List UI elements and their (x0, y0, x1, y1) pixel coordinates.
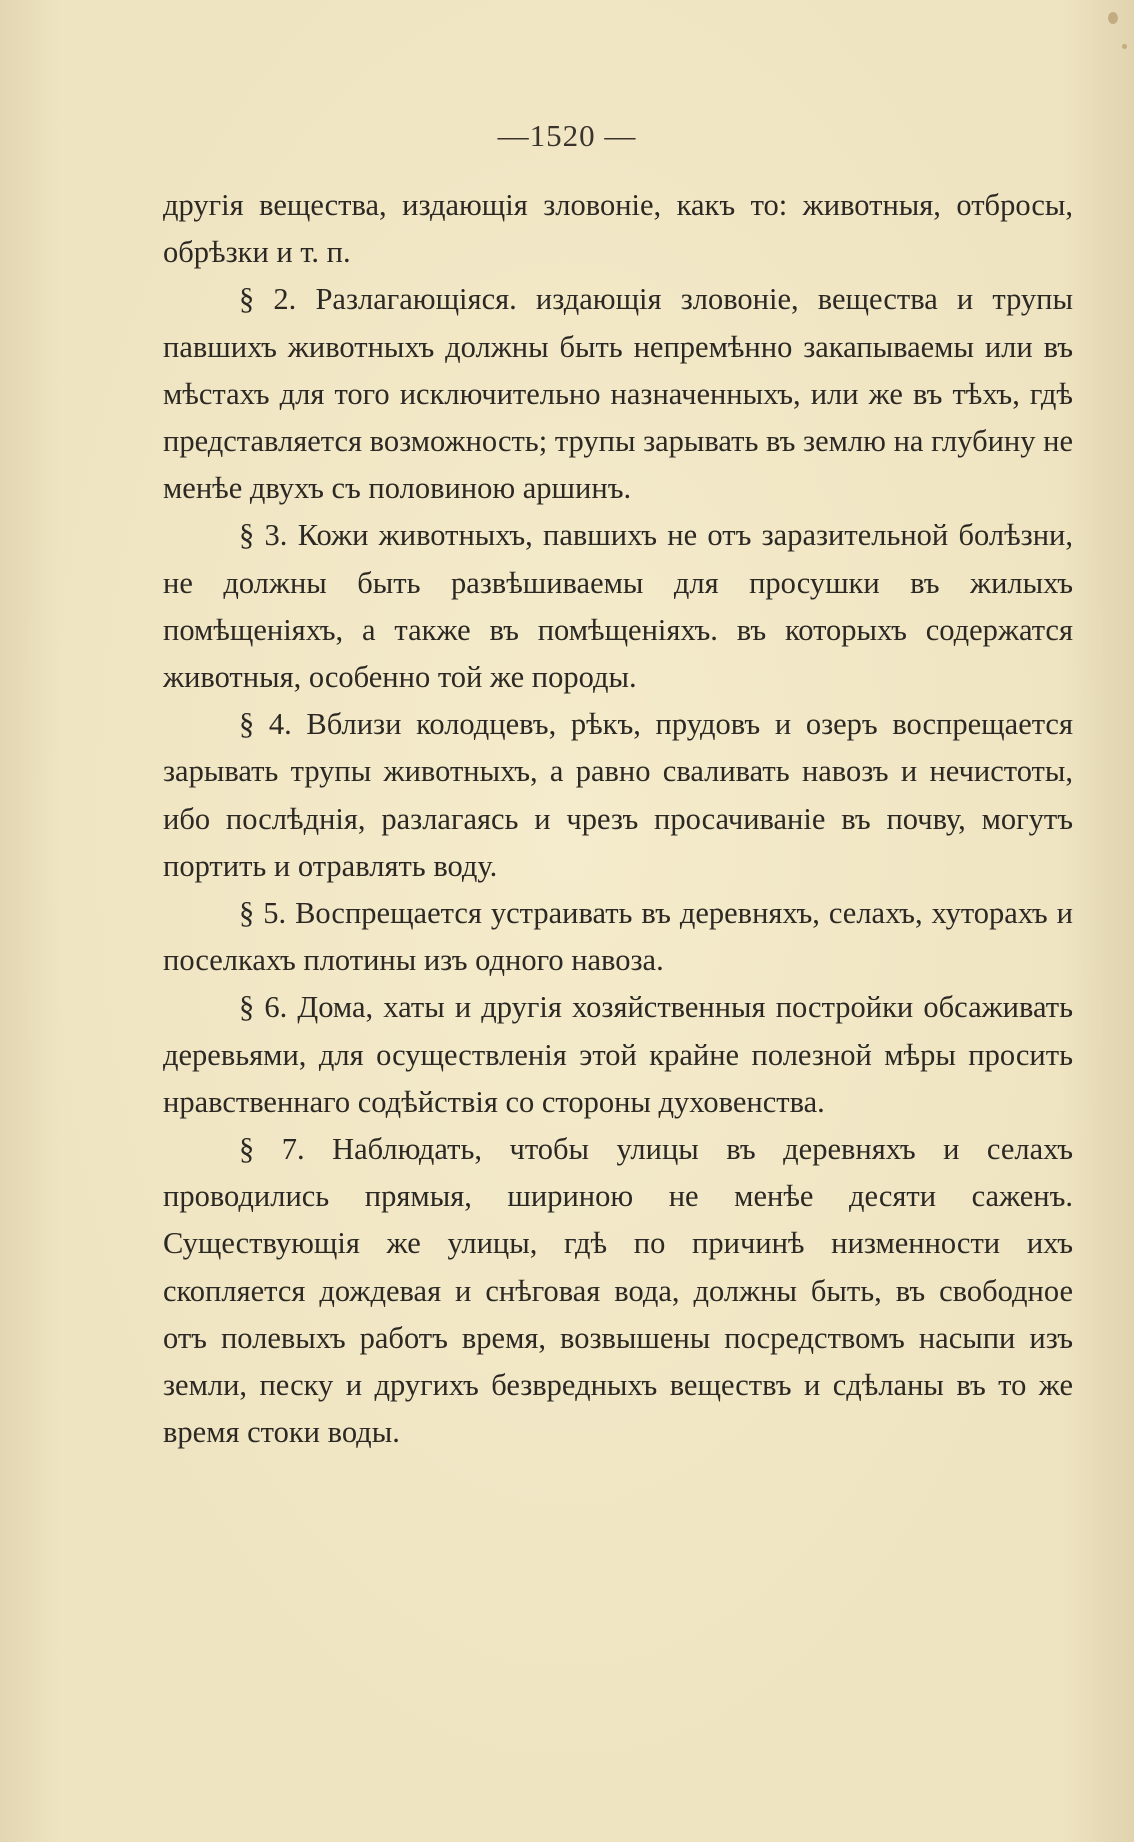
paragraph-section-7: § 7. Наблюдать, чтобы улицы въ деревняхъ и селахъ проводились прямыя, шириною не менѣе десяти саженъ. Существующія же улицы, гдѣ по причинѣ низменности ихъ скопляется дождевая и снѣговая вода, должны быть, въ свободное отъ полевыхъ работъ время, возвышены посредствомъ насыпи изъ земли, песку и другихъ безвредныхъ веществъ и сдѣланы въ то же время стоки воды. (163, 1132, 1073, 1450)
paragraph-section-3: § 3. Кожи животныхъ, павшихъ не отъ заразительной болѣзни, не должны быть развѣшиваемы для просушки въ жилыхъ помѣщеніяхъ, а также въ помѣщеніяхъ. въ которыхъ содержатся животныя, особенно той же породы. (163, 518, 1073, 695)
page-number: —1520 — (497, 118, 637, 153)
paragraph-section-2: § 2. Разлагающіяся. издающія зловоніе, вещества и трупы павшихъ животныхъ должны быть непремѣнно закапываемы или въ мѣстахъ для того исключительно назначенныхъ, или же въ тѣхъ, гдѣ представляется возможность; трупы зарывать въ землю на глубину не менѣе двухъ съ половиною аршинъ. (163, 282, 1073, 506)
paper-stain (1122, 44, 1127, 49)
paragraph-section-6: § 6. Дома, хаты и другія хозяйственныя постройки обсаживать деревьями, для осуществленія этой крайне полезной мѣры просить нравственнаго содѣйствія со стороны духовенства. (163, 990, 1073, 1119)
paper-stain (1108, 12, 1118, 24)
body-text (163, 182, 1073, 1456)
paragraph-continuation: другія вещества, издающія зловоніе, какъ то: животныя, отбросы, обрѣзки и т. п. (163, 188, 1073, 270)
paragraph-section-4: § 4. Вблизи колодцевъ, рѣкъ, прудовъ и озеръ воспрещается зарывать трупы животныхъ, а равно сваливать навозъ и нечистоты, ибо послѣднія, разлагаясь и чрезъ просачиваніе въ почву, могутъ портить и отравлять воду. (163, 707, 1073, 883)
paragraph-section-5: § 5. Воспрещается устраивать въ деревняхъ, селахъ, хуторахъ и поселкахъ плотины изъ одного навоза. (163, 896, 1073, 978)
